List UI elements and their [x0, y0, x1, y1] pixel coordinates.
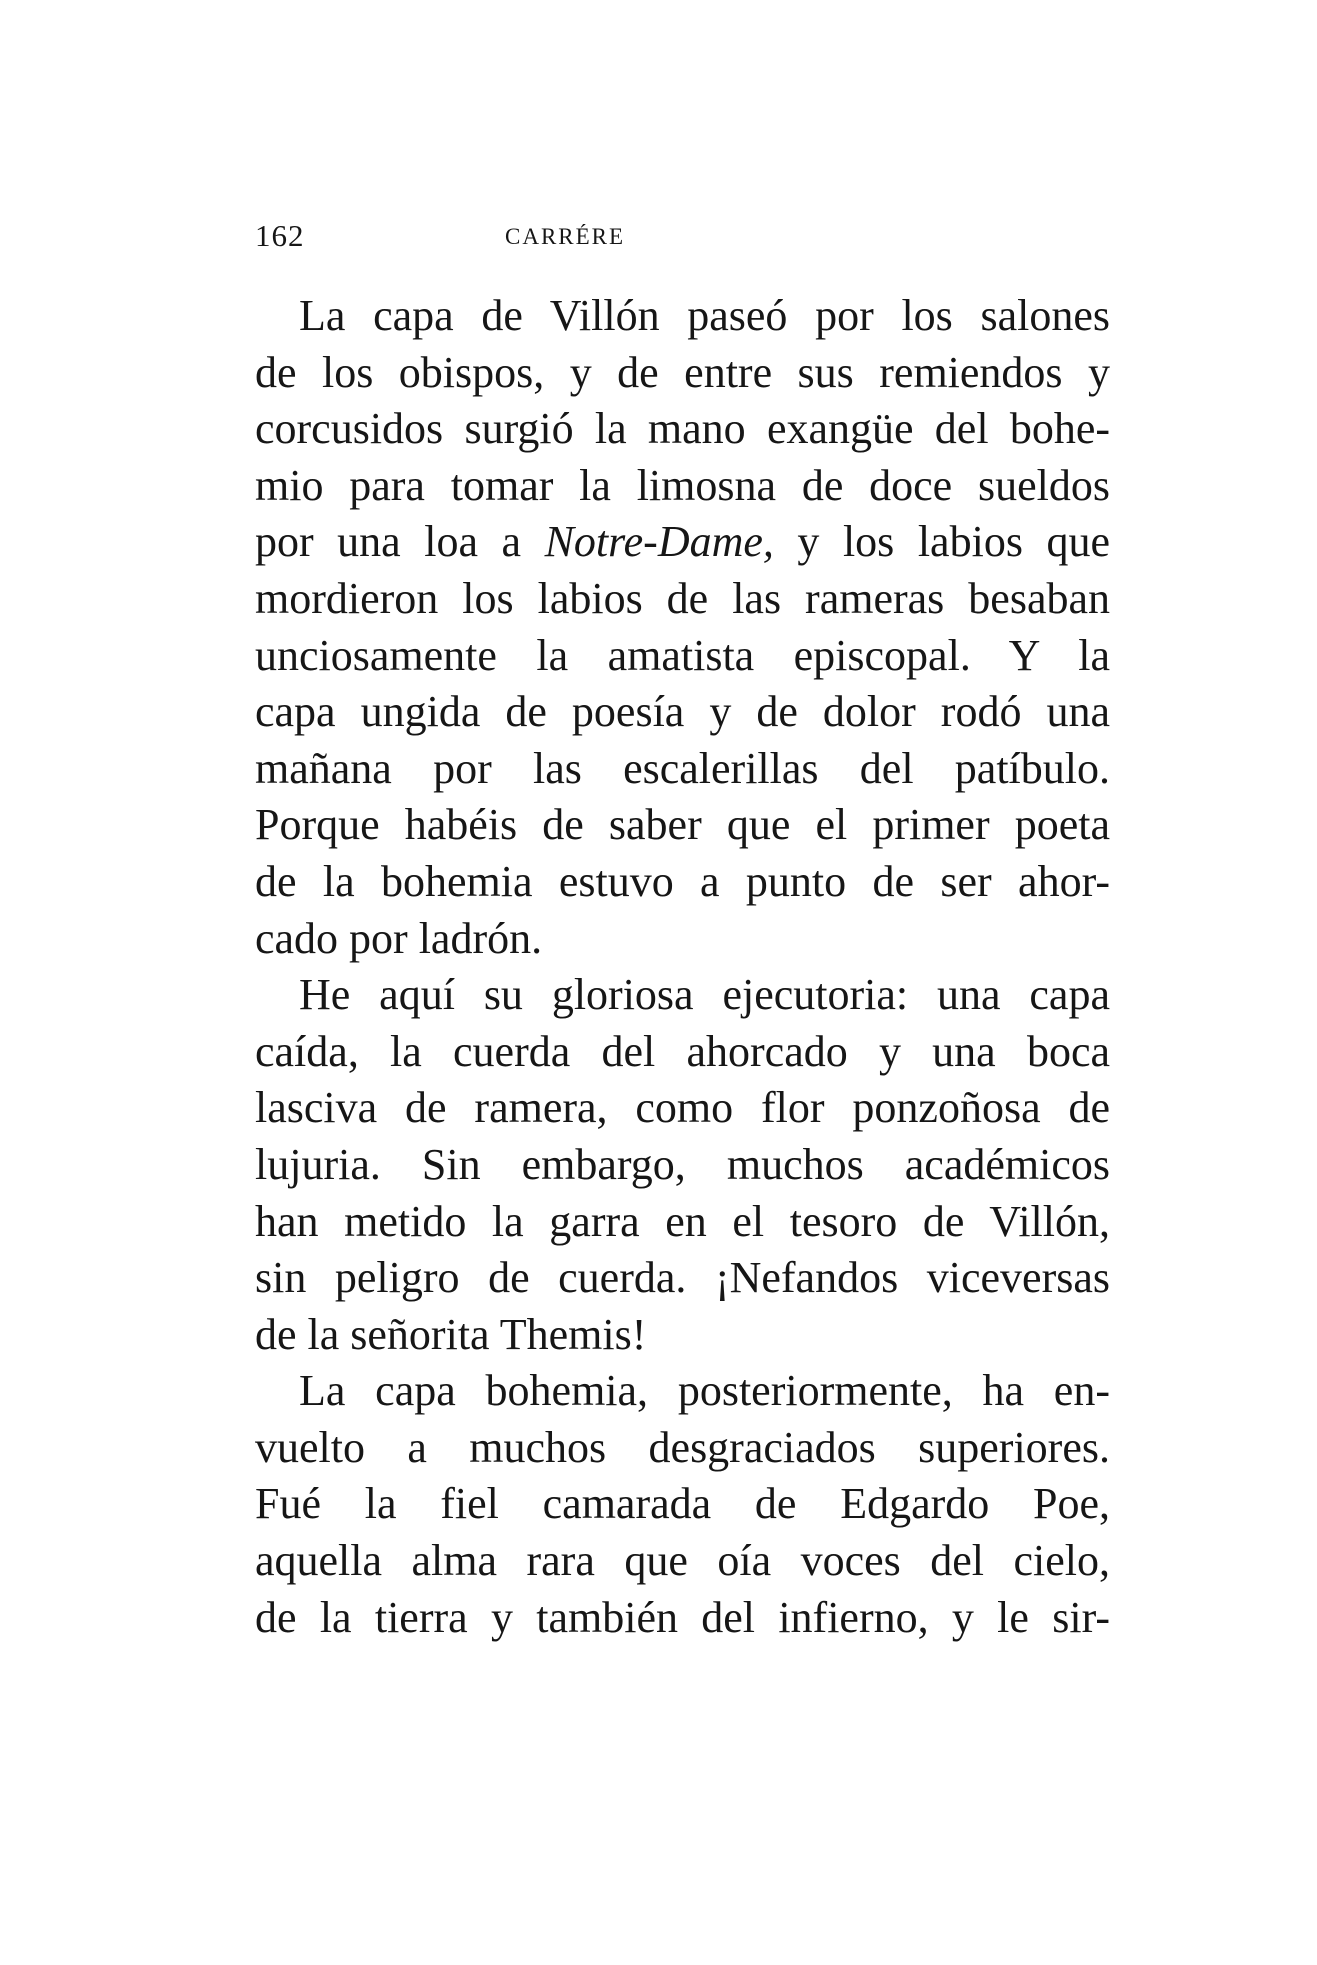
text-line: mio para tomar la limosna de doce sueldos — [255, 460, 1110, 510]
italic-title: Notre-Dame, — [544, 517, 774, 567]
text-line: Fué la fiel camarada de Edgardo Poe, — [255, 1479, 1110, 1529]
paragraph-3 — [255, 1363, 1110, 1646]
text-line: lasciva de ramera, como flor ponzoñosa de — [255, 1083, 1110, 1133]
text-segment: y los labios que — [773, 517, 1110, 567]
text-line: La capa de Villón paseó por los salones — [299, 291, 1110, 340]
text-line: lujuria. Sin embargo, muchos académicos — [255, 1139, 1110, 1189]
text-line — [255, 514, 1110, 571]
text-line: de la señorita Themis! — [255, 1309, 647, 1359]
text-line: capa ungida de poesía y de dolor rodó una — [255, 687, 1110, 737]
text-line: mordieron los labios de las rameras besaban — [255, 573, 1110, 623]
text-line: sin peligro de cuerda. ¡Nefandos viceversas — [255, 1253, 1110, 1303]
text-line: han metido la garra en el tesoro de Villón, — [255, 1196, 1110, 1246]
paragraph-1 — [255, 288, 1110, 967]
text-line: de la tierra y también del infierno, y le sir- — [255, 1592, 1110, 1642]
text-line: La capa bohemia, posteriormente, ha en- — [299, 1366, 1110, 1416]
text-line: vuelto a muchos desgraciados superiores. — [255, 1422, 1110, 1472]
text-segment: por una loa a — [255, 517, 545, 567]
text-line: caída, la cuerda del ahorcado y una boca — [255, 1026, 1110, 1076]
text-line: unciosamente la amatista episcopal. Y la — [255, 630, 1110, 680]
page-header — [255, 218, 1110, 258]
text-line: de los obispos, y de entre sus remiendos y — [255, 347, 1110, 397]
body-text — [255, 288, 1110, 1646]
text-line: cado por ladrón. — [255, 913, 543, 963]
running-head: CARRÉRE — [505, 224, 626, 249]
paragraph-2 — [255, 967, 1110, 1363]
text-line: corcusidos surgió la mano exangüe del bohe- — [255, 404, 1110, 454]
text-line: de la bohemia estuvo a punto de ser ahor- — [255, 856, 1110, 906]
page-number: 162 — [255, 218, 305, 253]
text-line: Porque habéis de saber que el primer poeta — [255, 800, 1110, 850]
text-line: mañana por las escalerillas del patíbulo. — [255, 743, 1110, 793]
text-line: He aquí su gloriosa ejecutoria: una capa — [299, 970, 1110, 1020]
text-line: aquella alma rara que oía voces del cielo, — [255, 1536, 1110, 1586]
